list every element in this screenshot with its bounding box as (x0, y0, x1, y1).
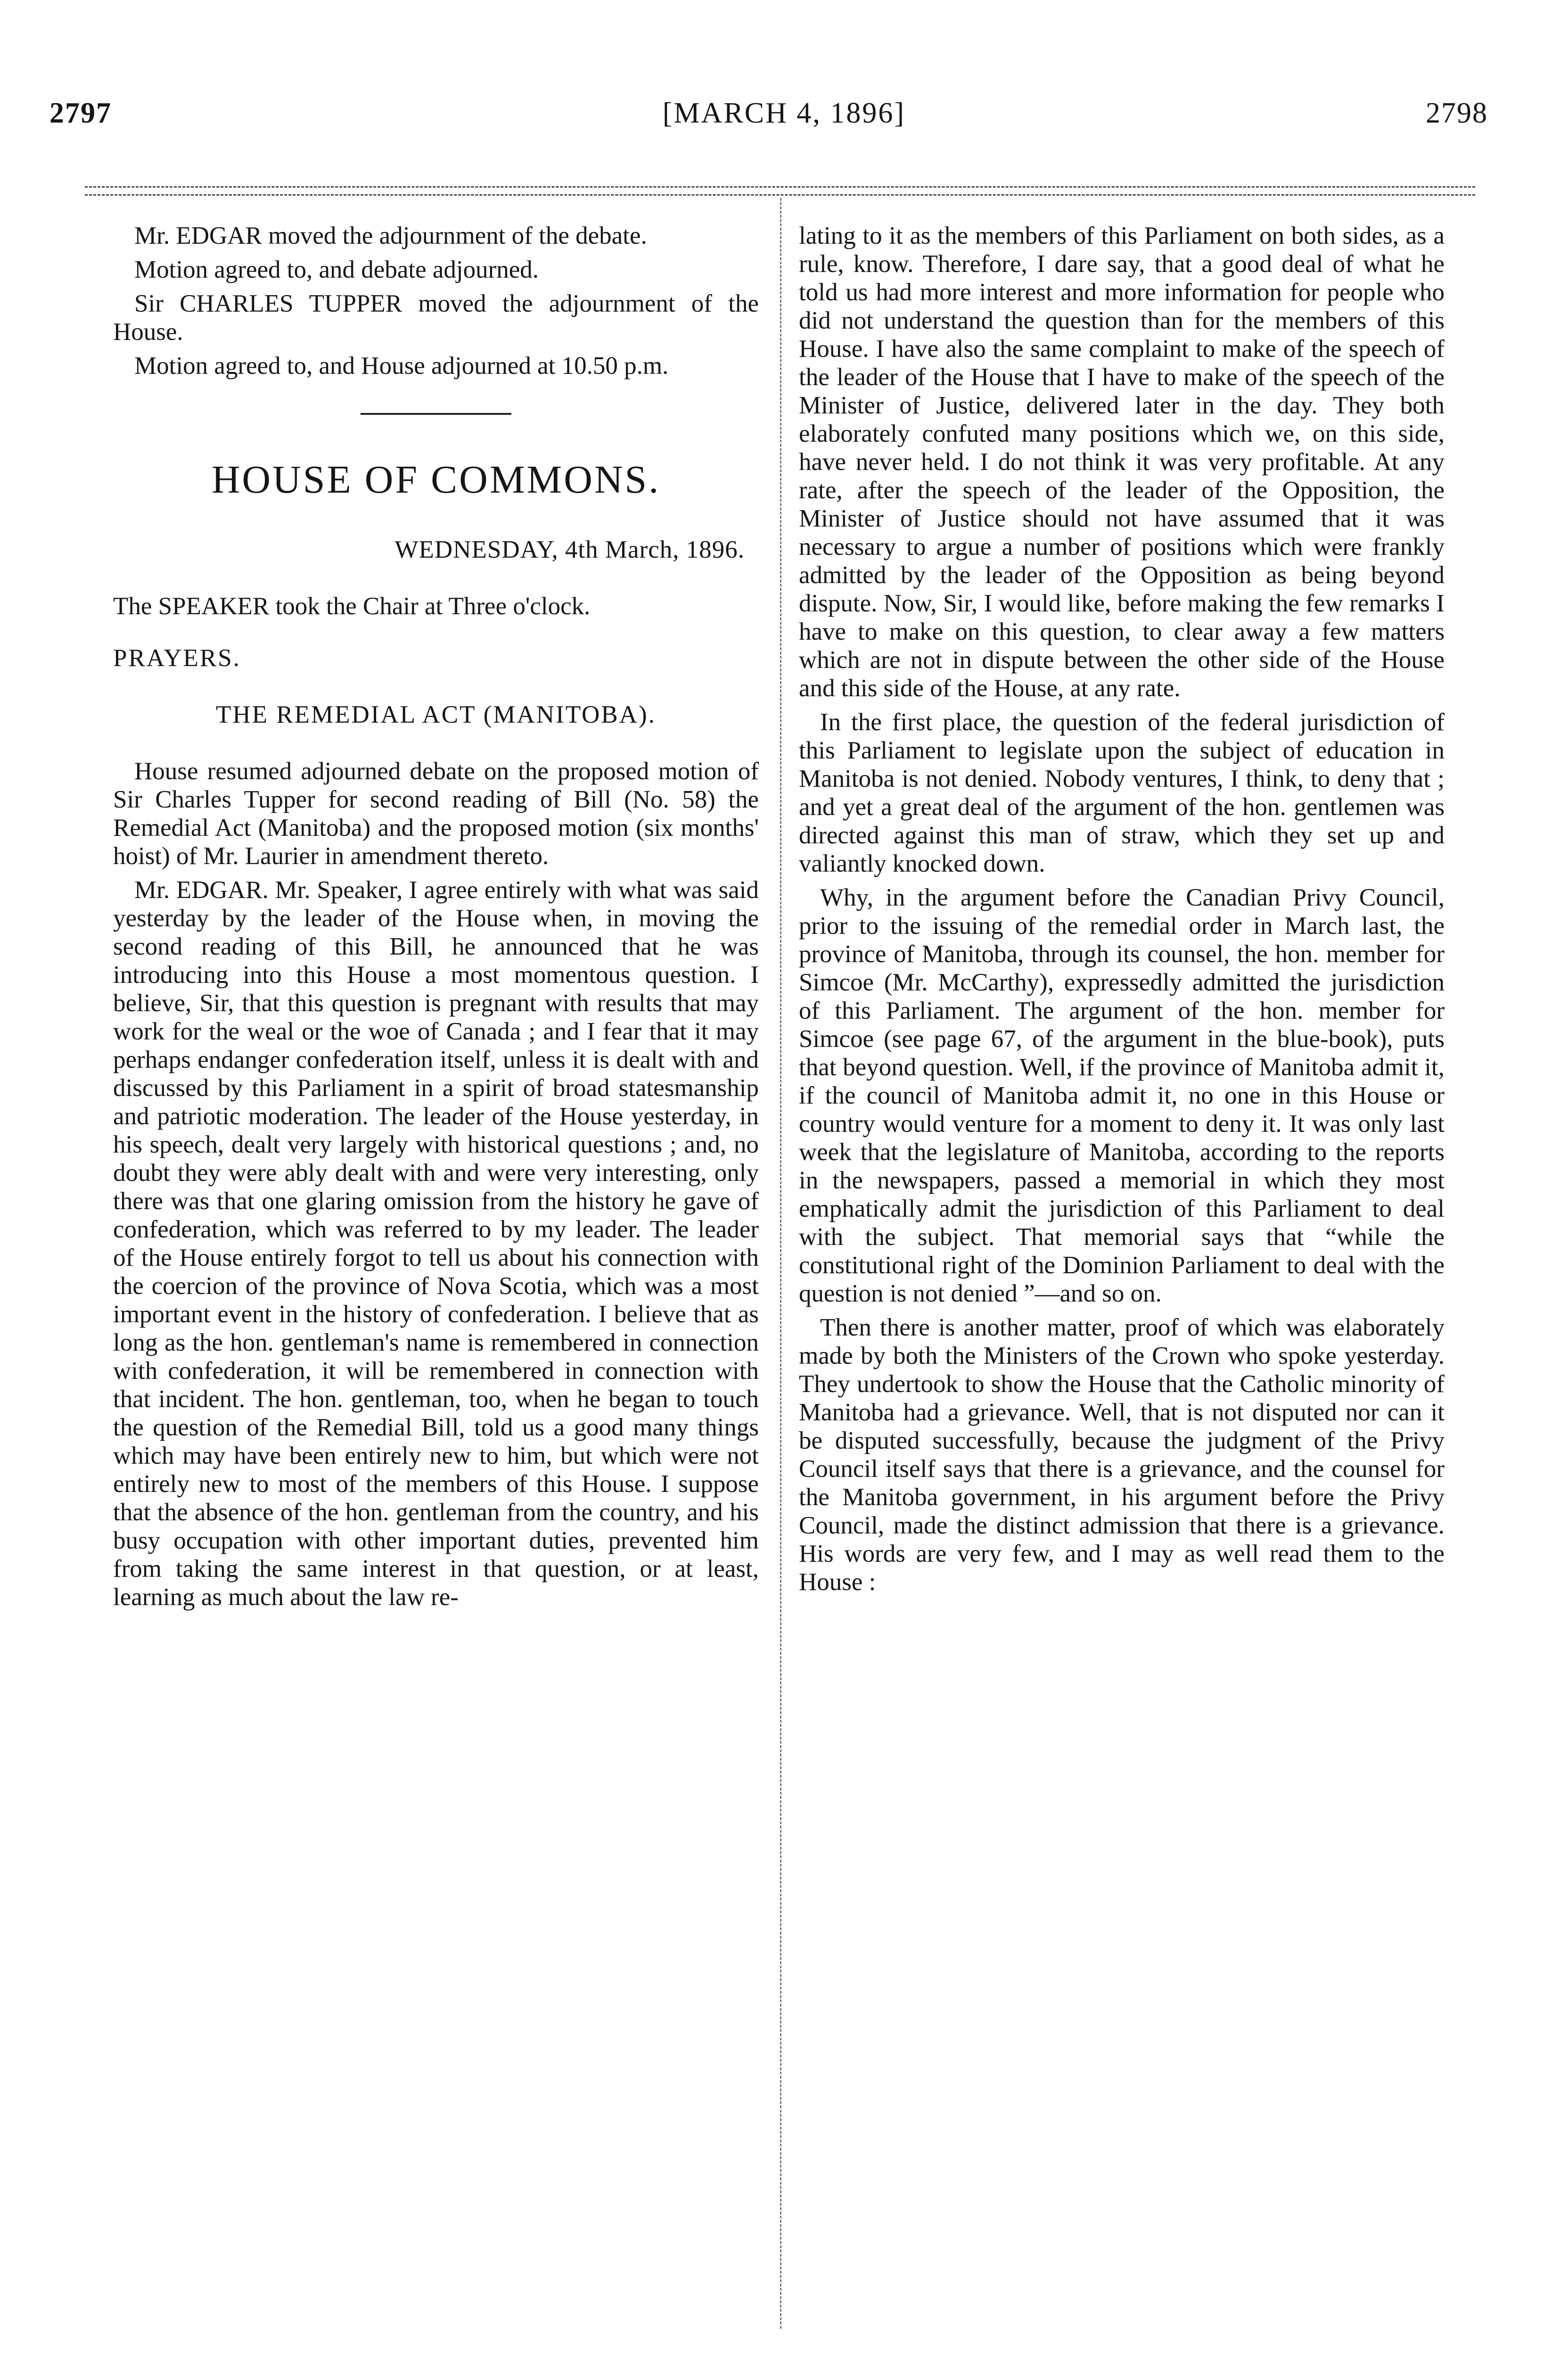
section-separator (361, 413, 511, 415)
paragraph-tupper-moves-adjournment: Sir CHARLES TUPPER moved the adjournment of the House. (113, 290, 759, 346)
paragraph-privy-council-argument: Why, in the argument before the Canadian Privy Council, prior to the issuing of the remedial order in March last, the province of Manitoba, through its counsel, the hon. member for Simcoe (Mr. McCarthy), expressedly admitted the jurisdiction of this Parliament. The argument of the hon. member for Simcoe (see page 67, of the argument in the blue-book), puts that beyond question. Well, if the province of Manitoba admit it, if the council of Manitoba admit it, no one in this House or country would venture for a moment to deny it. It was only last week that the legislature of Manitoba, according to the reports in the newspapers, passed a memorial in which they most emphatically admit the jurisdiction of this Parliament to deal with the subject. That memorial says that “while the constitutional right of the Dominion Parliament to deal with the question is not denied ”—and so on. (799, 884, 1445, 1307)
header-rule-top (85, 186, 1475, 188)
paragraph-house-adjourned: Motion agreed to, and House adjourned at 10.50 p.m. (134, 352, 669, 379)
page-date-header: [MARCH 4, 1896] (662, 97, 906, 129)
house-of-commons-heading: HOUSE OF COMMONS. (211, 458, 661, 502)
right-column (799, 222, 1445, 1602)
paragraph-house-resumed: House resumed adjourned debate on the proposed motion of Sir Charles Tupper for second reading of Bill (No. 58) the Remedial Act (Manitoba) and the proposed motion (six months' hoist) of Mr. Laurier in amendment thereto. (113, 758, 759, 870)
sitting-date: WEDNESDAY, 4th March, 1896. (394, 536, 745, 563)
remedial-act-heading: THE REMEDIAL ACT (MANITOBA). (216, 701, 656, 728)
paragraph-speech-continued: lating to it as the members of this Parliament on both sides, as a rule, know. Therefore, I dare say, that a good deal of what he told us had more interest and more information for people who did not understand the question than for the members of this House. I have also the same complaint to make of the speech of the leader of the House that I have to make of the speech of the Minister of Justice, delivered later in the day. They both elaborately confuted many positions which we, on this side, have never held. I do not think it was very profitable. At any rate, after the speech of the leader of the Opposition, the Minister of Justice should not have assumed that it was necessary to argue a number of positions which were frankly admitted by the leader of the Opposition as being beyond dispute. Now, Sir, I would like, before making the few remarks I have to make on this question, to clear away a few matters which are not in dispute between the other side of the House and this side of the House, at any rate. (799, 222, 1445, 702)
page-number-right: 2798 (1426, 97, 1488, 129)
header-rule-bottom (85, 194, 1475, 196)
page-number-left: 2797 (49, 97, 112, 129)
paragraph-speaker-chair: The SPEAKER took the Chair at Three o'clock. (113, 593, 591, 620)
paragraph-federal-jurisdiction: In the first place, the question of the federal jurisdiction of this Parliament to legislate upon the subject of education in Manitoba is not denied. Nobody ventures, I think, to deny that ; and yet a great deal of the argument of the hon. gentlemen was directed against this man of straw, which they set up and valiantly knocked down. (799, 709, 1445, 877)
paragraph-edgar-moves-adjournment: Mr. EDGAR moved the adjournment of the debate. (134, 222, 647, 249)
left-column (113, 222, 759, 1617)
prayers-heading: PRAYERS. (113, 644, 241, 672)
paragraph-grievance: Then there is another matter, proof of which was elaborately made by both the Ministers of the Crown who spoke yesterday. They undertook to show the House that the Catholic minority of Manitoba had a grievance. Well, that is not disputed nor can it be disputed successfully, because the judgment of the Privy Council itself says that there is a grievance, and the counsel for the Manitoba government, in his argument before the Privy Council, made the distinct admission that there is a grievance. His words are very few, and I may as well read them to the House : (799, 1314, 1445, 1596)
column-divider (780, 198, 781, 2329)
paragraph-edgar-speech: Mr. EDGAR. Mr. Speaker, I agree entirely with what was said yesterday by the leader of the House when, in moving the second reading of this Bill, he announced that he was introducing into this House a most momentous question. I believe, Sir, that this question is pregnant with results that may work for the weal or the woe of Canada ; and I fear that it may perhaps endanger confederation itself, unless it is dealt with and discussed by this Parliament in a spirit of broad statesmanship and patriotic moderation. The leader of the House yesterday, in his speech, dealt very largely with historical questions ; and, no doubt they were ably dealt with and were very interesting, only there was that one glaring omission from the history he gave of confederation, which was referred to by my leader. The leader of the House entirely forgot to tell us about his connection with the coercion of the province of Nova Scotia, which was a most important event in the history of confederation. I believe that as long as the hon. gentleman's name is remembered in connection with confederation, it will be remembered in connection with that incident. The hon. gentleman, too, when he began to touch the question of the Remedial Bill, told us a good many things which may have been entirely new to him, but which were not entirely new to most of the members of this House. I suppose that the absence of the hon. gentleman from the country, and his busy occupation with other important duties, prevented him from taking the same interest in that question, or at least, learning as much about the law re- (113, 876, 759, 1611)
paragraph-motion-agreed: Motion agreed to, and debate adjourned. (134, 256, 539, 283)
